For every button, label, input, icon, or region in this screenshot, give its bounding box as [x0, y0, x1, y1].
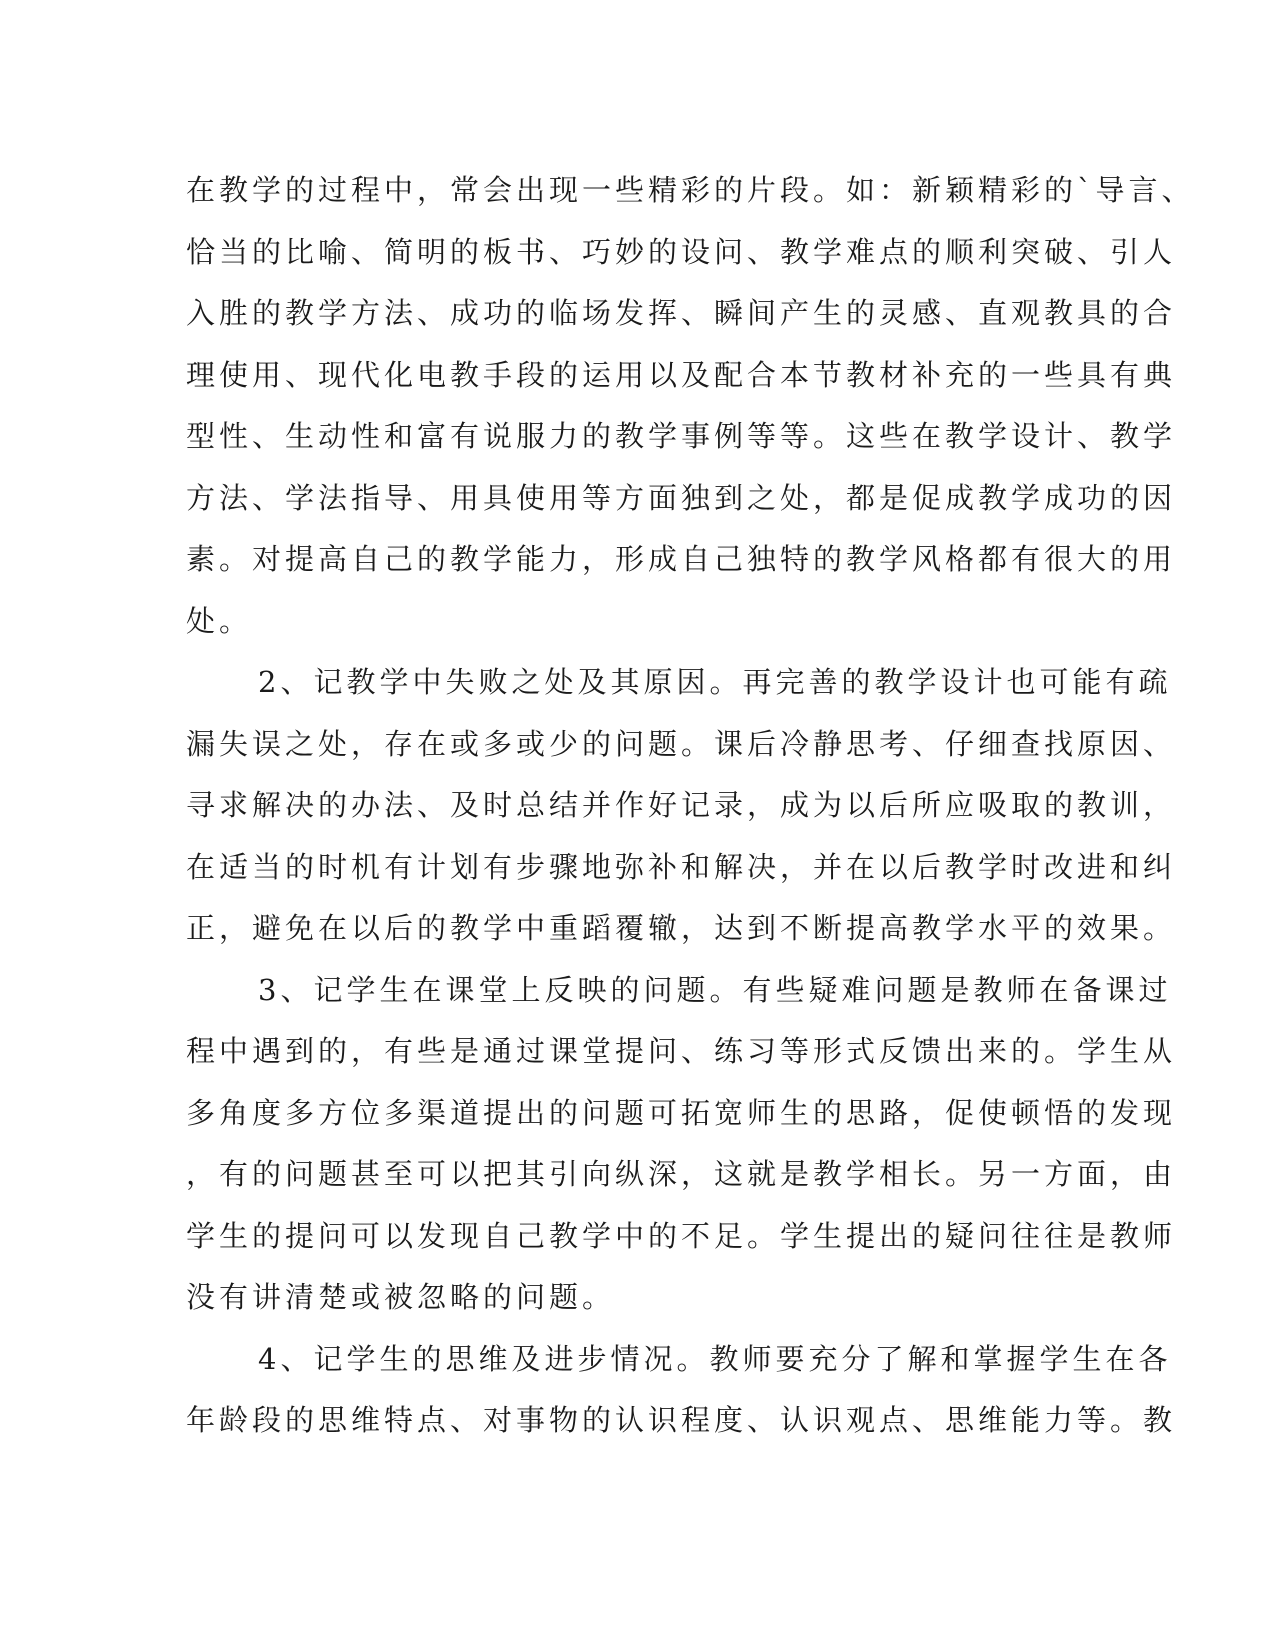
text-line: 型性、生动性和富有说服力的教学事例等等。这些在教学设计、教学 — [186, 419, 1177, 453]
text-line: 入胜的教学方法、成功的临场发挥、瞬间产生的灵感、直观教具的合 — [186, 296, 1177, 330]
text-line: 程中遇到的，有些是通过课堂提问、练习等形式反馈出来的。学生从 — [186, 1034, 1177, 1068]
text-line: ，有的问题甚至可以把其引向纵深，这就是教学相长。另一方面，由 — [186, 1157, 1177, 1191]
text-line: 在教学的过程中，常会出现一些精彩的片段。如：新颖精彩的`导言、 — [186, 173, 1195, 207]
text-line: 理使用、现代化电教手段的运用以及配合本节教材补充的一些具有典 — [186, 357, 1177, 392]
paragraph-4-start: 4、记学生的思维及进步情况。教师要充分了解和掌握学生在各 — [258, 1341, 1172, 1376]
text-line: 正，避免在以后的教学中重蹈覆辙，达到不断提高教学水平的效果。 — [186, 911, 1177, 945]
paragraph-3-start: 3、记学生在课堂上反映的问题。有些疑难问题是教师在备课过 — [258, 972, 1172, 1007]
text-line: 寻求解决的办法、及时总结并作好记录，成为以后所应吸取的教训， — [186, 788, 1177, 822]
body-text — [186, 160, 1195, 1452]
text-line: 素。对提高自己的教学能力，形成自己独特的教学风格都有很大的用 — [186, 542, 1177, 576]
text-line: 方法、学法指导、用具使用等方面独到之处，都是促成教学成功的因 — [186, 480, 1177, 515]
text-line: 在适当的时机有计划有步骤地弥补和解决，并在以后教学时改进和纠 — [186, 849, 1177, 884]
text-line: 处。 — [186, 603, 253, 638]
text-line: 没有讲清楚或被忽略的问题。 — [186, 1280, 616, 1314]
text-line: 恰当的比喻、简明的板书、巧妙的设问、教学难点的顺利突破、引人 — [186, 234, 1177, 269]
text-line: 漏失误之处，存在或多或少的问题。课后冷静思考、仔细查找原因、 — [186, 726, 1177, 761]
text-line: 多角度多方位多渠道提出的问题可拓宽师生的思路，促使顿悟的发现 — [186, 1095, 1177, 1130]
text-line: 学生的提问可以发现自己教学中的不足。学生提出的疑问往往是教师 — [186, 1218, 1177, 1253]
text-line: 年龄段的思维特点、对事物的认识程度、认识观点、思维能力等。教 — [186, 1403, 1177, 1437]
paragraph-2-start: 2、记教学中失败之处及其原因。再完善的教学设计也可能有疏 — [258, 665, 1172, 699]
